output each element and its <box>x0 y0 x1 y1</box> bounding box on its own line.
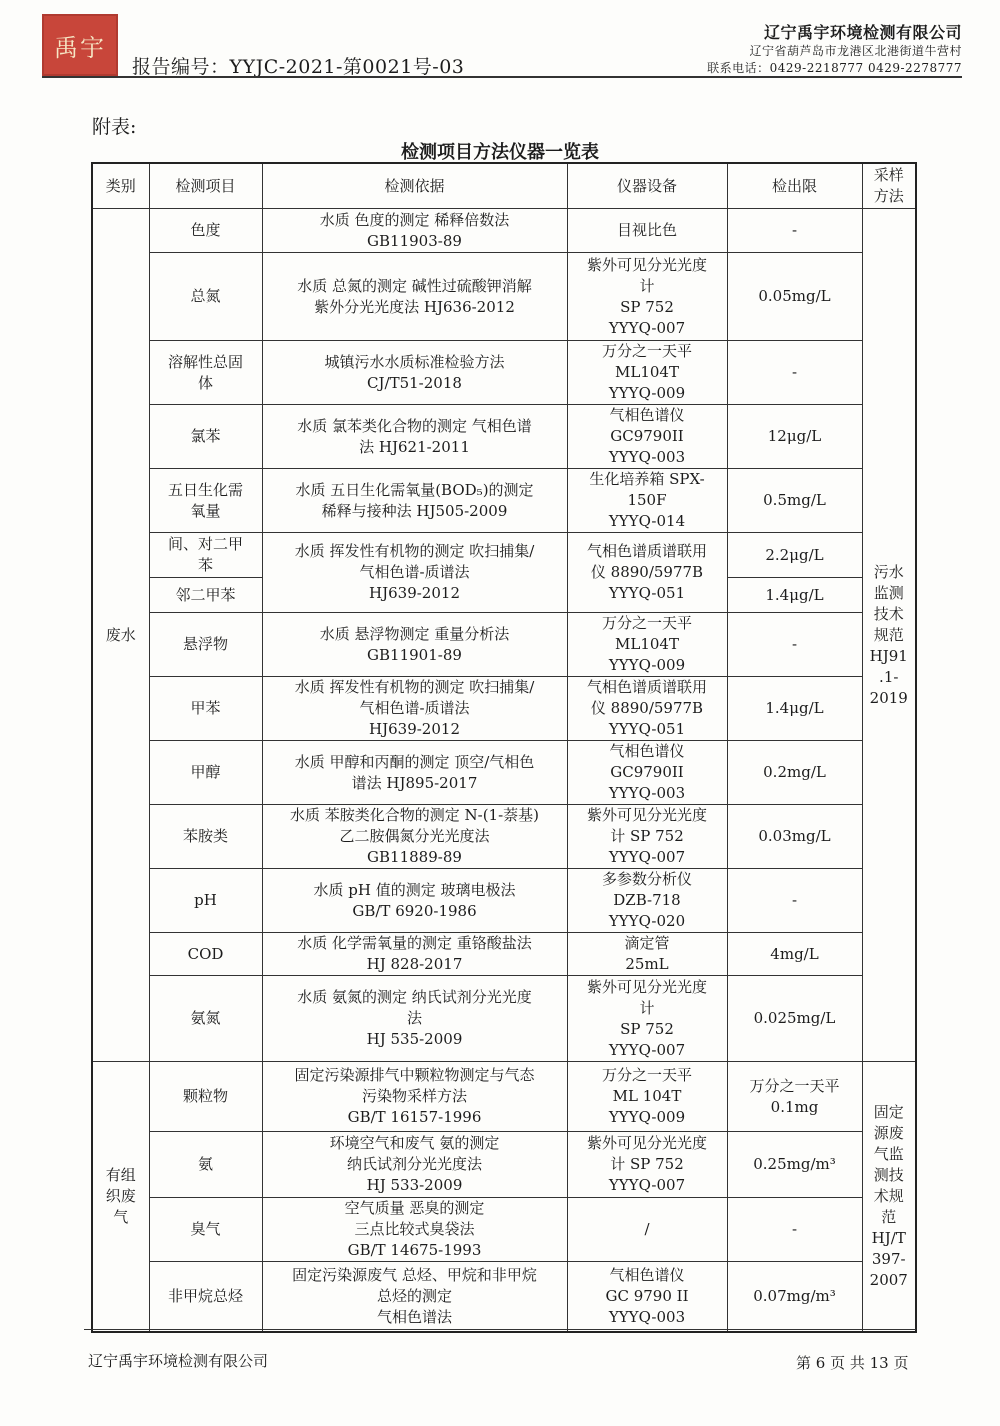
instrument-cell: 万分之一天平 ML 104T YYYQ-009 <box>567 1062 727 1132</box>
column-header: 仪器设备 <box>567 163 727 209</box>
basis-cell: 水质 氨氮的测定 纳氏试剂分光光度 法 HJ 535-2009 <box>262 976 567 1062</box>
limit-cell: 0.25mg/m³ <box>727 1132 862 1198</box>
item-cell: pH <box>149 869 262 933</box>
instrument-cell: 万分之一天平 ML104T YYYQ-009 <box>567 341 727 405</box>
limit-cell: 0.5mg/L <box>727 469 862 533</box>
instrument-cell: 目视比色 <box>567 209 727 253</box>
item-cell: 间、对二甲 苯 <box>149 533 262 578</box>
seal-text: 禹宇 <box>54 33 106 62</box>
limit-cell: 0.07mg/m³ <box>727 1262 862 1332</box>
item-cell: 色度 <box>149 209 262 253</box>
table-title: 检测项目方法仪器一览表 <box>401 142 599 163</box>
item-cell: 五日生化需 氧量 <box>149 469 262 533</box>
limit-cell: - <box>727 209 862 253</box>
table-row <box>92 1262 916 1332</box>
item-cell: 甲醇 <box>149 741 262 805</box>
table-row <box>92 1132 916 1198</box>
basis-cell: 空气质量 恶臭的测定 三点比较式臭袋法 GB/T 14675-1993 <box>262 1198 567 1262</box>
table-row <box>92 1198 916 1262</box>
limit-cell: 1.4μg/L <box>727 677 862 741</box>
item-cell: COD <box>149 933 262 976</box>
table-row <box>92 869 916 933</box>
basis-cell: 水质 氯苯类化合物的测定 气相色谱 法 HJ621-2011 <box>262 405 567 469</box>
instrument-cell: 生化培养箱 SPX- 150F YYYQ-014 <box>567 469 727 533</box>
basis-cell: 城镇污水水质标准检验方法 CJ/T51-2018 <box>262 341 567 405</box>
instrument-cell: 气相色谱质谱联用 仪 8890/5977B YYYQ-051 <box>567 533 727 613</box>
table-row <box>92 469 916 533</box>
item-cell: 非甲烷总烃 <box>149 1262 262 1332</box>
column-header: 检测依据 <box>262 163 567 209</box>
table-header-row <box>92 163 916 209</box>
instrument-cell: 紫外可见分光光度 计 SP 752 YYYQ-007 <box>567 253 727 341</box>
limit-cell: 12μg/L <box>727 405 862 469</box>
sampling-cell: 污水 监测 技术 规范 HJ91 .1- 2019 <box>862 209 916 1062</box>
basis-cell: 水质 五日生化需氧量(BOD₅)的测定 稀释与接种法 HJ505-2009 <box>262 469 567 533</box>
limit-cell: - <box>727 869 862 933</box>
basis-cell: 水质 总氮的测定 碱性过硫酸钾消解 紫外分光光度法 HJ636-2012 <box>262 253 567 341</box>
column-header: 检出限 <box>727 163 862 209</box>
item-cell: 溶解性总固 体 <box>149 341 262 405</box>
limit-cell: 0.025mg/L <box>727 976 862 1062</box>
instrument-cell: 气相色谱质谱联用 仪 8890/5977B YYYQ-051 <box>567 677 727 741</box>
sampling-cell: 固定 源废 气监 测技 术规 范 HJ/T 397- 2007 <box>862 1062 916 1332</box>
limit-cell: 0.03mg/L <box>727 805 862 869</box>
column-header: 采样 方法 <box>862 163 916 209</box>
basis-cell: 水质 pH 值的测定 玻璃电极法 GB/T 6920-1986 <box>262 869 567 933</box>
table-row <box>92 405 916 469</box>
header-divider <box>42 76 962 78</box>
instrument-cell: 紫外可见分光光度 计 SP 752 YYYQ-007 <box>567 805 727 869</box>
item-cell: 苯胺类 <box>149 805 262 869</box>
limit-cell: 1.4μg/L <box>727 578 862 613</box>
instrument-cell: 紫外可见分光光度 计 SP 752 YYYQ-007 <box>567 1132 727 1198</box>
instrument-cell: 滴定管 25mL <box>567 933 727 976</box>
table-row <box>92 613 916 677</box>
company-phone: 联系电话：0429-2218777 0429-2278777 <box>707 61 962 75</box>
item-cell: 悬浮物 <box>149 613 262 677</box>
basis-cell: 水质 苯胺类化合物的测定 N-(1-萘基) 乙二胺偶氮分光光度法 GB11889-89 <box>262 805 567 869</box>
basis-cell: 水质 化学需氧量的测定 重铬酸盐法 HJ 828-2017 <box>262 933 567 976</box>
item-cell: 邻二甲苯 <box>149 578 262 613</box>
category-cell: 有组 织废 气 <box>92 1062 149 1332</box>
table-row <box>92 933 916 976</box>
instrument-cell: 紫外可见分光光度 计 SP 752 YYYQ-007 <box>567 976 727 1062</box>
instrument-cell: 气相色谱仪 GC 9790 II YYYQ-003 <box>567 1262 727 1332</box>
column-header: 检测项目 <box>149 163 262 209</box>
basis-cell: 水质 挥发性有机物的测定 吹扫捕集/ 气相色谱-质谱法 HJ639-2012 <box>262 533 567 613</box>
category-cell: 废水 <box>92 209 149 1062</box>
limit-cell: 万分之一天平 0.1mg <box>727 1062 862 1132</box>
limit-cell: 4mg/L <box>727 933 862 976</box>
table-row <box>92 1062 916 1132</box>
table-row <box>92 677 916 741</box>
table-row <box>92 976 916 1062</box>
table-row <box>92 533 916 578</box>
instrument-cell: 万分之一天平 ML104T YYYQ-009 <box>567 613 727 677</box>
limit-cell: 0.2mg/L <box>727 741 862 805</box>
page-number: 第 6 页 共 13 页 <box>796 1354 909 1372</box>
table-row <box>92 805 916 869</box>
item-cell: 甲苯 <box>149 677 262 741</box>
basis-cell: 固定污染源废气 总烃、甲烷和非甲烷 总烃的测定 气相色谱法 <box>262 1262 567 1332</box>
table-row <box>92 341 916 405</box>
instrument-cell: / <box>567 1198 727 1262</box>
methods-table <box>91 162 917 1333</box>
instrument-cell: 气相色谱仪 GC9790II YYYQ-003 <box>567 741 727 805</box>
item-cell: 臭气 <box>149 1198 262 1262</box>
instrument-cell: 多参数分析仪 DZB-718 YYYQ-020 <box>567 869 727 933</box>
item-cell: 氨 <box>149 1132 262 1198</box>
limit-cell: - <box>727 613 862 677</box>
limit-cell: - <box>727 341 862 405</box>
basis-cell: 环境空气和废气 氨的测定 纳氏试剂分光光度法 HJ 533-2009 <box>262 1132 567 1198</box>
instrument-cell: 气相色谱仪 GC9790II YYYQ-003 <box>567 405 727 469</box>
basis-cell: 水质 甲醇和丙酮的测定 顶空/气相色 谱法 HJ895-2017 <box>262 741 567 805</box>
table-row <box>92 253 916 341</box>
footer-divider <box>84 1329 916 1330</box>
item-cell: 总氮 <box>149 253 262 341</box>
item-cell: 颗粒物 <box>149 1062 262 1132</box>
basis-cell: 水质 色度的测定 稀释倍数法 GB11903-89 <box>262 209 567 253</box>
limit-cell: 0.05mg/L <box>727 253 862 341</box>
company-seal <box>42 14 118 76</box>
footer-company: 辽宁禹宇环境检测有限公司 <box>88 1352 269 1370</box>
item-cell: 氨氮 <box>149 976 262 1062</box>
limit-cell: 2.2μg/L <box>727 533 862 578</box>
company-info <box>707 20 962 77</box>
column-header: 类别 <box>92 163 149 209</box>
table-row <box>92 741 916 805</box>
basis-cell: 水质 悬浮物测定 重量分析法 GB11901-89 <box>262 613 567 677</box>
basis-cell: 水质 挥发性有机物的测定 吹扫捕集/ 气相色谱-质谱法 HJ639-2012 <box>262 677 567 741</box>
limit-cell: - <box>727 1198 862 1262</box>
company-address: 辽宁省葫芦岛市龙港区北港街道牛营村 <box>749 44 962 58</box>
table-row <box>92 209 916 253</box>
basis-cell: 固定污染源排气中颗粒物测定与气态 污染物采样方法 GB/T 16157-1996 <box>262 1062 567 1132</box>
report-number: 报告编号：YYJC-2021-第0021号-03 <box>132 56 465 78</box>
company-name: 辽宁禹宇环境检测有限公司 <box>763 23 962 42</box>
appendix-label: 附表: <box>92 116 137 138</box>
item-cell: 氯苯 <box>149 405 262 469</box>
